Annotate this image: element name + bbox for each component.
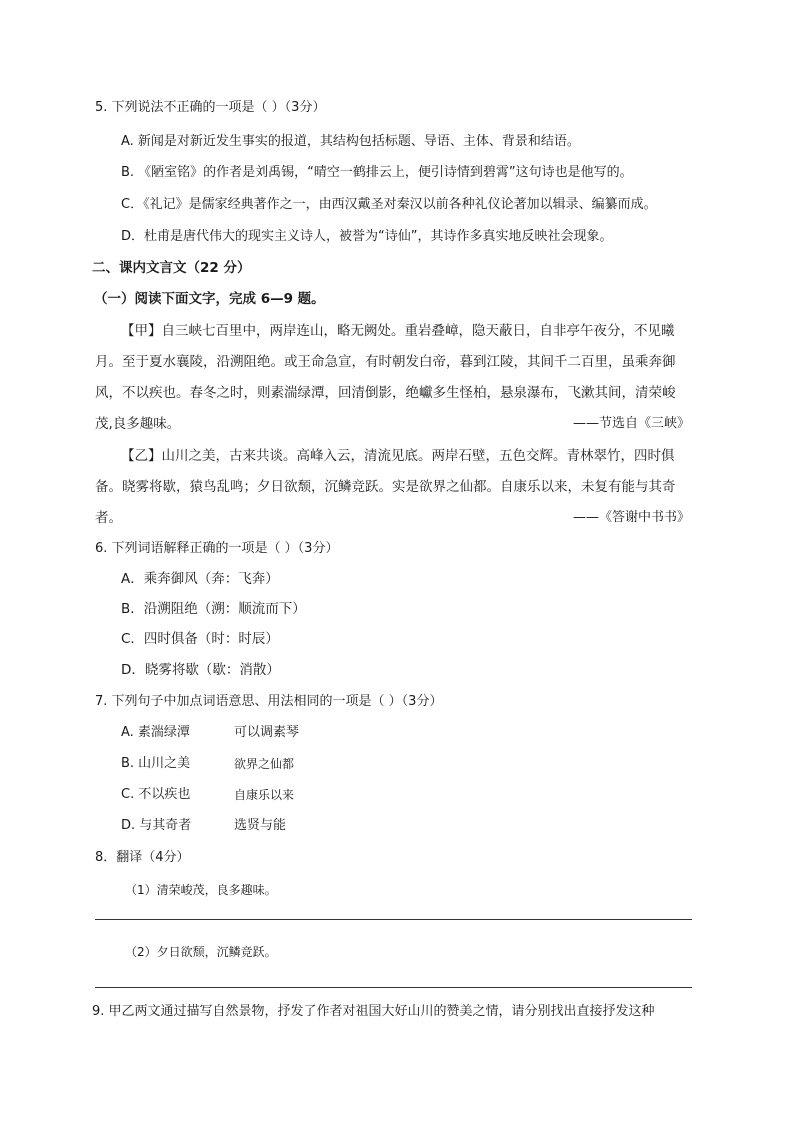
passage-jia-source: ——节选自《三峡》 [572,416,690,431]
q7-option-a-compare: 可以调素琴 [234,725,300,740]
passage-jia-line-4: 茂,良多趣味。 [95,416,181,432]
q6-option-d: D．晓雾将歇（歇：消散） [121,662,280,678]
q7-option-c-word: C. 不以疾也 [121,787,191,802]
q5-option-a: A. 新闻是对新近发生事实的报道，其结构包括标题、导语、主体、背景和结语。 [121,134,580,149]
passage-jia-line-3: 风，不以疾也。春冬之时，则素湍绿潭，回清倒影，绝巘多生怪柏，悬泉瀑布，飞漱其间，清荣峻 [95,385,676,401]
q7-option-d-compare: 选贤与能 [234,818,287,833]
q7-option-a-word: A. 素湍绿潭 [121,725,190,740]
passage-yi-line-2: 备。晓雾将歇，猿鸟乱鸣；夕日欲颓，沉鳞竞跃。实是欲界之仙都。自康乐以来，未复有能与其奇 [95,479,676,495]
q7-option-c-compare: 自康乐以来 [234,788,295,802]
q7-stem: 7. 下列句子中加点词语意思、用法相同的一项是（ ）（3分） [95,694,443,709]
q6-stem: 6. 下列词语解释正确的一项是（ ）（3分） [95,541,339,556]
q8-item-1: （1）清荣峻茂，良多趣味。 [125,883,277,897]
q9-stem: 9. 甲乙两文通过描写自然景物，抒发了作者对祖国大好山川的赞美之情，请分别找出直接抒发这种 [92,1004,655,1019]
q8-stem: 8．翻译（4分） [95,850,190,865]
q8-answer-line-1[interactable] [95,919,692,920]
passage-yi-source: ——《答谢中书书》 [572,510,690,525]
q8-answer-line-2[interactable] [95,987,692,988]
q7-option-d-word: D. 与其奇者 [121,818,192,833]
section-title: 二、课内文言文（22 分） [92,260,251,276]
q6-option-c: C．四时俱备（时：时辰） [121,631,279,647]
passage-jia-line-1: 【甲】自三峡七百里中，两岸连山，略无阙处。重岩叠嶂，隐天蔽日，自非亭午夜分，不见曦 [121,323,675,339]
q7-option-b-word: B. 山川之美 [121,756,191,771]
q5-option-d: D．杜甫是唐代伟大的现实主义诗人，被誉为“诗仙”，其诗作多真实地反映社会现象。 [121,229,613,244]
passage-yi-line-3: 者。 [95,510,122,526]
passage-yi-line-1: 【乙】山川之美，古来共谈。高峰入云，清流见底。两岸石壁，五色交辉。青林翠竹，四时俱 [121,448,675,464]
q6-option-b: B．沿溯阻绝（溯：顺流而下） [121,601,306,617]
section-subtitle: （一）阅读下面文字，完成 6—9 题。 [94,291,325,307]
q5-option-b: B. 《陋室铭》的作者是刘禹锡，“晴空一鹤排云上，便引诗情到碧霄”这句诗也是他写的。 [121,165,633,180]
q6-option-a: A．乘奔御风（奔：飞奔） [121,571,279,587]
q5-option-c: C．《礼记》是儒家经典著作之一，由西汉戴圣对秦汉以前各种礼仪论著加以辑录、编纂而成。 [121,197,657,212]
q8-item-2: （2）夕日欲颓，沉鳞竞跃。 [125,945,277,959]
q7-option-b-compare: 欲界之仙都 [234,757,295,771]
passage-jia-line-2: 月。至于夏水襄陵，沿溯阻绝。或王命急宣，有时朝发白帝，暮到江陵，其间千二百里，虽乘奔御 [95,354,676,370]
q5-stem: 5. 下列说法不正确的一项是（ ）（3分） [95,100,326,115]
